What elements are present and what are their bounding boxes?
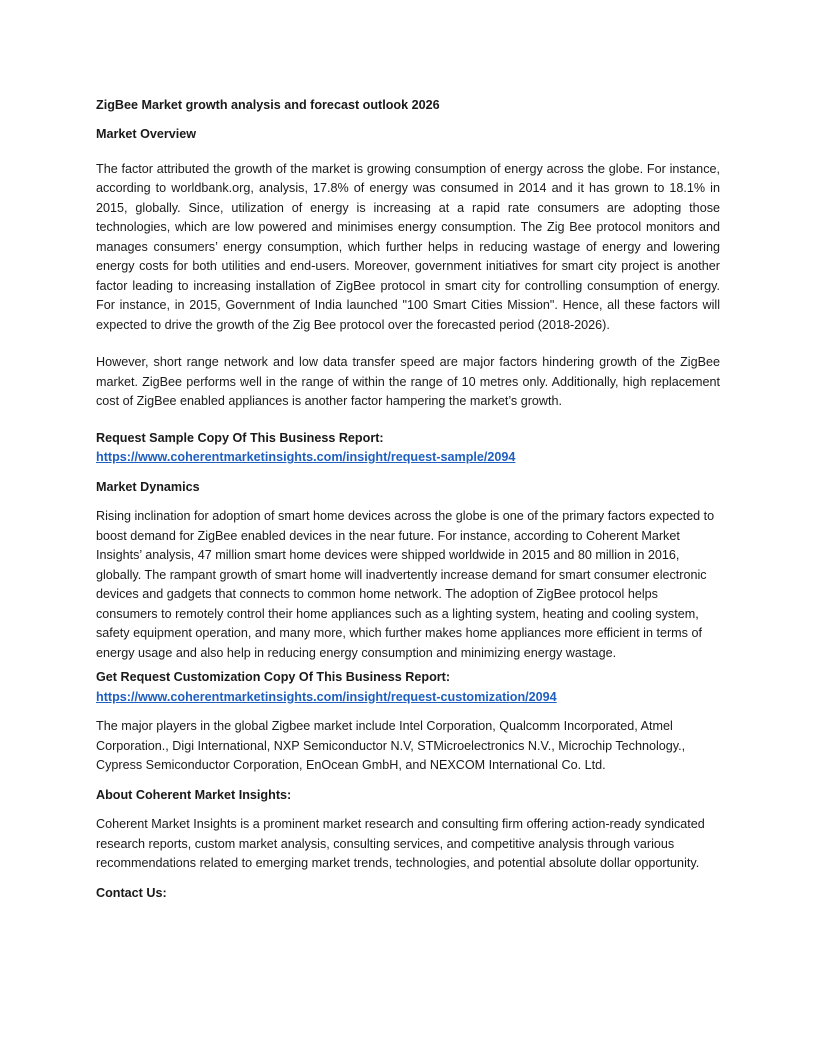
document-title: ZigBee Market growth analysis and forecast outlook 2026 bbox=[96, 98, 440, 112]
about-paragraph: Coherent Market Insights is a prominent market research and consulting firm offering action-ready syndicated research reports, custom market analysis, consulting services, and competitive analysis through various recommendations related to emerging market trends, technologies, and potential absolute dollar opportunity. bbox=[96, 817, 705, 870]
document-page bbox=[96, 96, 720, 903]
request-sample-label: Request Sample Copy Of This Business Report: bbox=[96, 430, 384, 445]
market-overview-paragraph-1: The factor attributed the growth of the market is growing consumption of energy across the globe. For instance, according to worldbank.org, analysis, 17.8% of energy was consumed in 2014 and it has grown to 18.1% in 2015, globally. Since, utilization of energy is increasing at a rapid rate consumers are adopting those technologies, which are low powered and minimises energy consumption. The Zig Bee protocol monitors and manages consumers’ energy consumption, which further helps in reducing wastage of energy and lowering energy costs for both utilities and end-users. Moreover, government initiatives for smart city project is another factor leading to increasing installation of ZigBee protocol in smart city for controlling consumption of energy. For instance, in 2015, Government of India launched "100 Smart Cities Mission". Hence, all these factors will expected to drive the growth of the Zig Bee protocol over the forecasted period (2018-2026). bbox=[96, 161, 720, 332]
request-sample-line bbox=[96, 448, 720, 468]
about-heading: About Coherent Market Insights: bbox=[96, 787, 292, 802]
request-customization-label: Get Request Customization Copy Of This Business Report: bbox=[96, 670, 451, 684]
request-sample-link[interactable]: https://www.coherentmarketinsights.com/insight/request-sample/2094 bbox=[96, 450, 516, 464]
market-dynamics-heading: Market Dynamics bbox=[96, 479, 200, 494]
contact-heading: Contact Us: bbox=[96, 885, 167, 900]
market-overview-heading: Market Overview bbox=[96, 127, 197, 141]
players-paragraph: The major players in the global Zigbee market include Intel Corporation, Qualcomm Incorporated, Atmel Corporation., Digi International, NXP Semiconductor N.V, STMicroelectronics N.V., Microchip Technology., Cypress Semiconductor Corporation, EnOcean GmbH, and NEXCOM International Co. Ltd. bbox=[96, 719, 686, 772]
request-customization-link[interactable]: https://www.coherentmarketinsights.com/insight/request-customization/2094 bbox=[96, 689, 557, 704]
request-customization-line bbox=[96, 688, 720, 708]
market-overview-paragraph-2: However, short range network and low data transfer speed are major factors hindering growth of the ZigBee market. ZigBee performs well in the range of within the range of 10 metres only. Additionally, high replacement cost of ZigBee enabled appliances is another factor hampering the market’s growth. bbox=[96, 355, 720, 408]
market-dynamics-paragraph: Rising inclination for adoption of smart home devices across the globe is one of the primary factors expected to boost demand for ZigBee enabled devices in the near future. For instance, according to Coherent Market Insights’ analysis, 47 million smart home devices were shipped worldwide in 2015 and 80 million in 2016, globally. The rampant growth of smart home will inadvertently increase demand for smart consumer electronic devices and gadgets that connects to common home network. The adoption of ZigBee protocol helps consumers to remotely control their home appliances such as a lighting system, heating and cooling system, safety equipment operation, and many more, which further makes home appliances more efficient in terms of energy usage and also help in reducing energy consumption and minimizing energy wastage. bbox=[96, 509, 715, 660]
